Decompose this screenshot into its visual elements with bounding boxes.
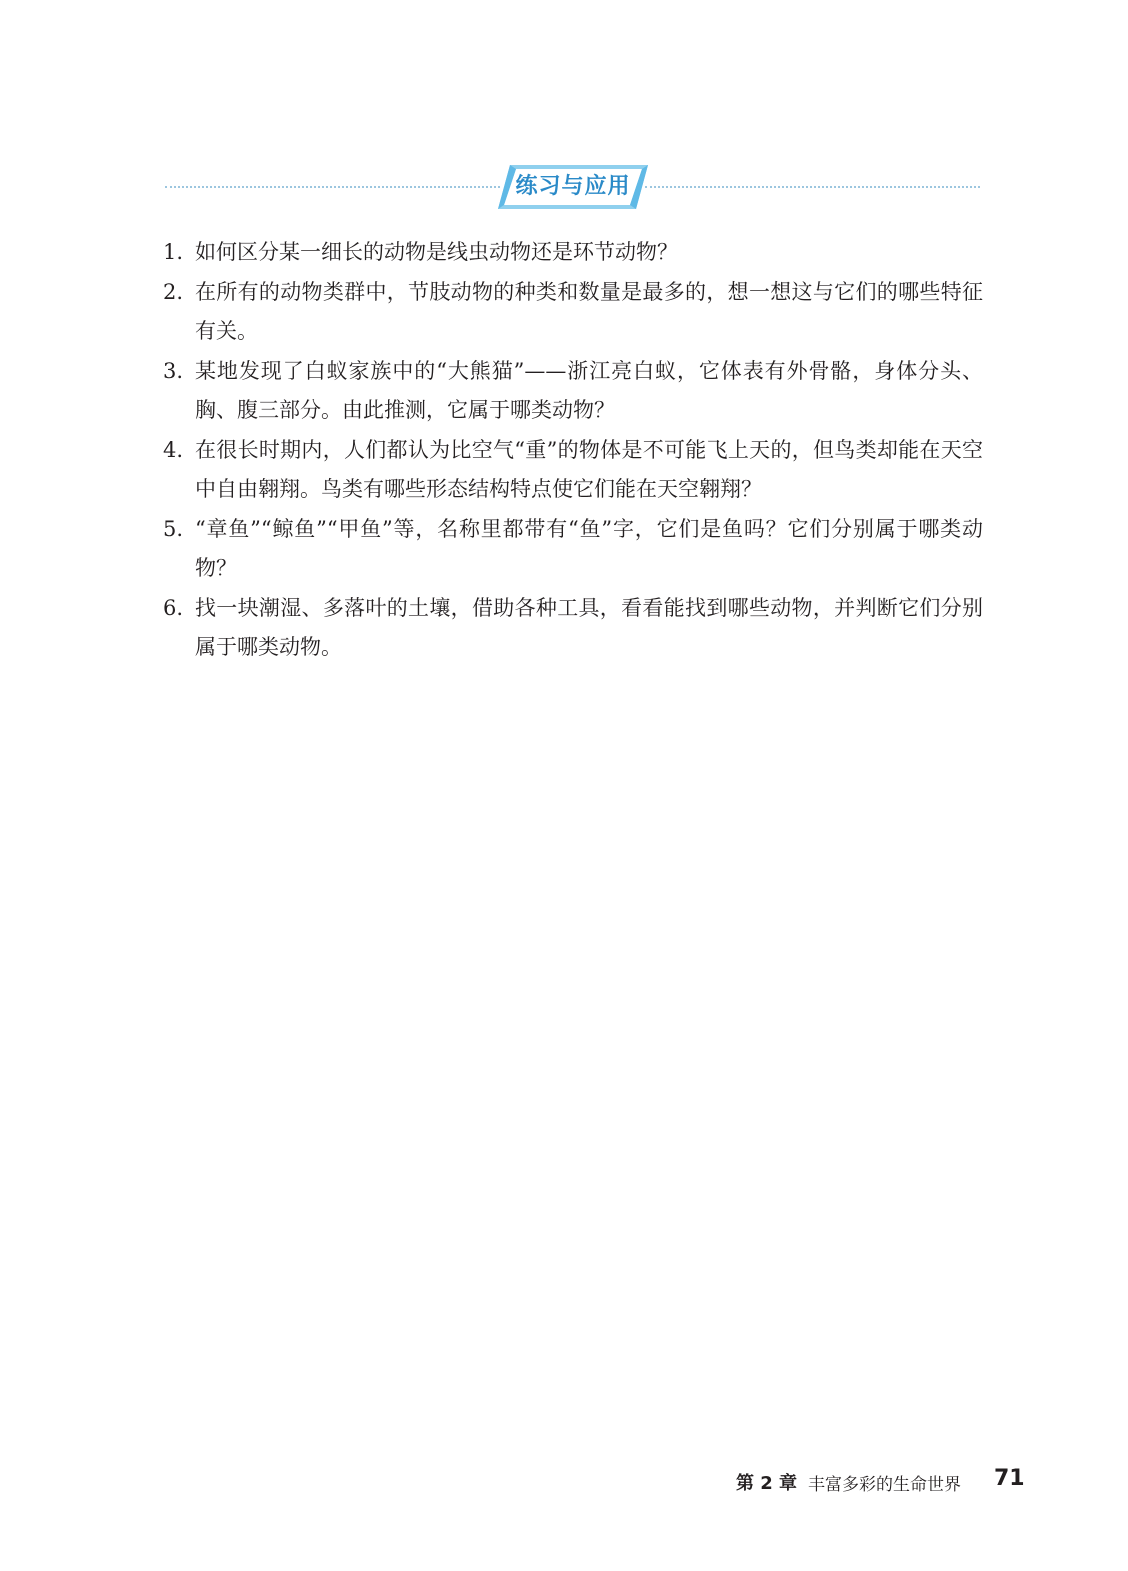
section-title: 练习与应用 [515,174,631,199]
dotted-divider-left [165,186,500,188]
question-number: 5. [163,516,184,541]
question-item [163,431,983,510]
question-text: 某地发现了白蚁家族中的“大熊猫”——浙江亮白蚁，它体表有外骨骼，身体分头、胸、腹三部分。由此推测，它属于哪类动物？ [195,358,983,422]
question-text: 在所有的动物类群中，节肢动物的种类和数量是最多的，想一想这与它们的哪些特征有关。 [195,279,983,343]
question-item [163,233,983,273]
question-item [163,273,983,352]
section-header [165,163,980,211]
question-number: 1. [163,240,184,264]
question-text: “章鱼”“鲸鱼”“甲鱼”等，名称里都带有“鱼”字，它们是鱼吗？它们分别属于哪类动物？ [195,516,983,580]
question-item [163,510,983,589]
question-number: 6. [163,595,184,620]
question-text: 在很长时期内，人们都认为比空气“重”的物体是不可能飞上天的，但鸟类却能在天空中自由翱翔。鸟类有哪些形态结构特点使它们能在天空翱翔？ [195,437,983,501]
section-title-badge [498,163,648,211]
question-text: 如何区分某一细长的动物是线虫动物还是环节动物？ [195,240,678,264]
footer-chapter-title: 丰富多彩的生命世界 [808,1475,961,1495]
footer-chapter: 第 2 章 [736,1473,798,1494]
question-text: 找一块潮湿、多落叶的土壤，借助各种工具，看看能找到哪些动物，并判断它们分别属于哪类动物。 [195,595,983,659]
question-number: 4. [163,437,184,462]
question-item [163,352,983,431]
question-number: 3. [163,358,184,383]
dotted-divider-right [645,186,980,188]
page-number: 71 [994,1466,1025,1491]
question-number: 2. [163,279,184,304]
question-item [163,589,983,668]
question-list [163,233,983,668]
